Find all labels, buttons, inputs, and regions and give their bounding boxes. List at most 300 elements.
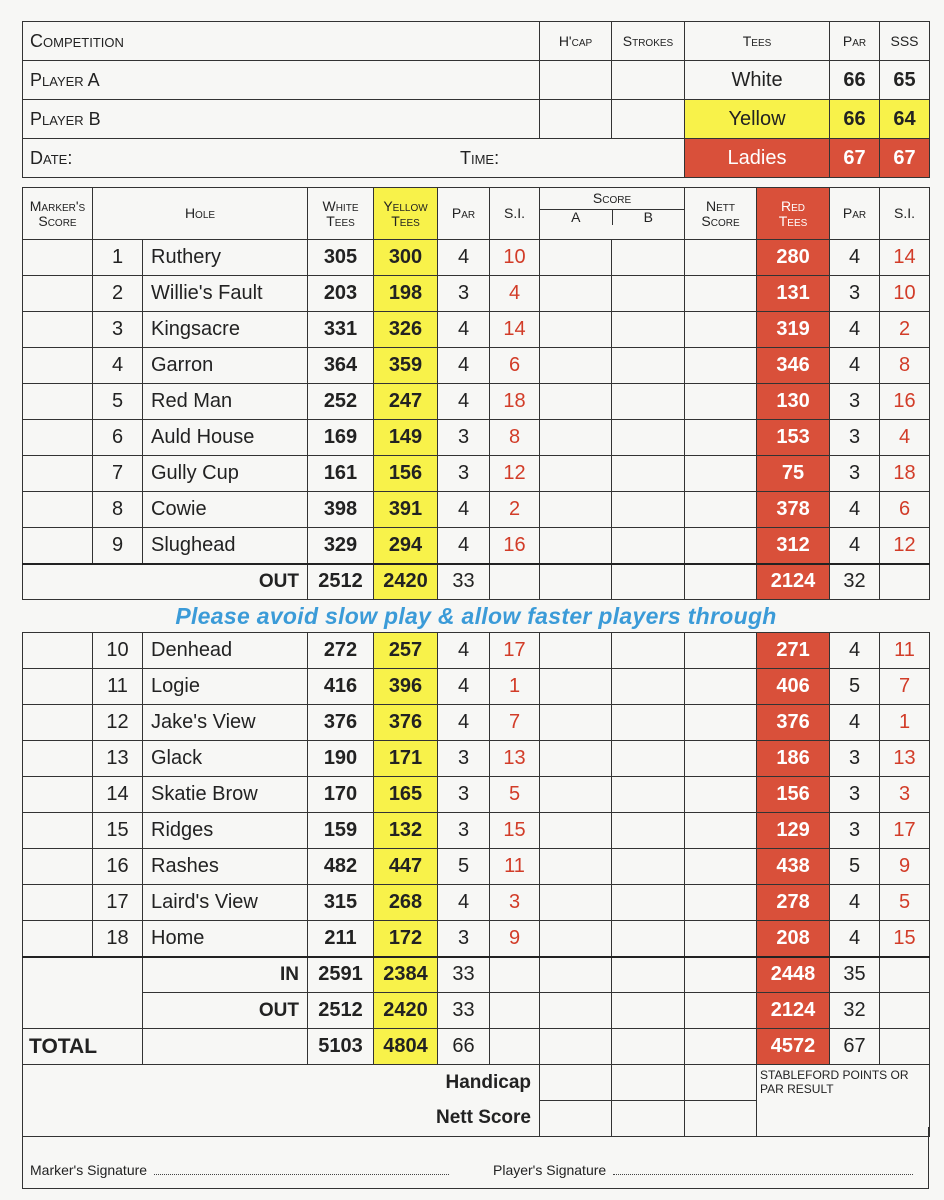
red-yardage: 319: [757, 312, 830, 348]
hole-si: 1: [490, 669, 540, 705]
red-si: 12: [880, 528, 930, 564]
nett-score-cell[interactable]: [685, 384, 757, 420]
tee-ladies-par: 67: [830, 139, 880, 178]
red-yardage: 156: [757, 777, 830, 813]
tee-yellow-name: Yellow: [685, 100, 830, 139]
score-b-cell[interactable]: [612, 633, 685, 669]
score-a-cell[interactable]: [540, 921, 612, 957]
banner-row: [23, 600, 930, 633]
white-yardage: 364: [308, 348, 374, 384]
red-yardage: 130: [757, 384, 830, 420]
hole-par: 3: [438, 813, 490, 849]
handicap-nett[interactable]: [685, 1065, 757, 1101]
hole-si: 11: [490, 849, 540, 885]
out-red-total: 2124: [757, 564, 830, 600]
red-si: 9: [880, 849, 930, 885]
hole-number: 16: [93, 849, 143, 885]
red-yardage: 280: [757, 240, 830, 276]
scorecard-table: [22, 187, 930, 1137]
out2-label: OUT: [143, 993, 308, 1029]
markers-score-cell[interactable]: [23, 921, 93, 957]
header-row: [23, 22, 930, 61]
player-signature-line[interactable]: [493, 1162, 923, 1178]
score-a-cell[interactable]: [540, 420, 612, 456]
signature-box: [22, 1127, 929, 1189]
player-b-field[interactable]: Player B: [23, 100, 540, 139]
red-si: 17: [880, 813, 930, 849]
hole-par: 5: [438, 849, 490, 885]
yellow-yardage: 391: [374, 492, 438, 528]
red-yardage: 376: [757, 705, 830, 741]
out-front-row: [23, 564, 930, 600]
yellow-yardage: 447: [374, 849, 438, 885]
nett-score-cell[interactable]: [685, 705, 757, 741]
out2-score-a[interactable]: [540, 993, 612, 1029]
white-yardage: 169: [308, 420, 374, 456]
score-a-cell[interactable]: [540, 276, 612, 312]
score-a-cell[interactable]: [540, 240, 612, 276]
hole-number: 9: [93, 528, 143, 564]
hole-si: 7: [490, 705, 540, 741]
red-si: 7: [880, 669, 930, 705]
red-par: 3: [830, 420, 880, 456]
markers-score-cell[interactable]: [23, 456, 93, 492]
out2-white-total: 2512: [308, 993, 374, 1029]
hole-si: 18: [490, 384, 540, 420]
nett-score-cell[interactable]: [685, 528, 757, 564]
nett-score-cell[interactable]: [685, 849, 757, 885]
markers-score-cell[interactable]: [23, 777, 93, 813]
date-label: Date:: [30, 147, 73, 168]
white-yardage: 170: [308, 777, 374, 813]
marker-signature-line[interactable]: [30, 1162, 460, 1178]
yellow-yardage: 247: [374, 384, 438, 420]
hole-number: 10: [93, 633, 143, 669]
red-si: 4: [880, 420, 930, 456]
red-yardage: 131: [757, 276, 830, 312]
red-si-header: S.I.: [880, 188, 930, 240]
red-si: 1: [880, 705, 930, 741]
score-header: Score A B: [540, 188, 685, 240]
score-b-cell[interactable]: [612, 240, 685, 276]
white-yardage: 416: [308, 669, 374, 705]
red-par: 3: [830, 456, 880, 492]
markers-score-cell[interactable]: [23, 813, 93, 849]
score-a-header: A: [540, 210, 613, 225]
score-a-cell[interactable]: [540, 528, 612, 564]
red-par: 4: [830, 240, 880, 276]
hole-par: 4: [438, 633, 490, 669]
hole-par: 3: [438, 420, 490, 456]
red-par: 4: [830, 885, 880, 921]
score-b-cell[interactable]: [612, 705, 685, 741]
out-yellow-total: 2420: [374, 564, 438, 600]
hole-si: 8: [490, 420, 540, 456]
nett-score-cell[interactable]: [685, 777, 757, 813]
handicap-label: Handicap: [23, 1065, 540, 1101]
red-yardage: 346: [757, 348, 830, 384]
tee-white-name: White: [685, 61, 830, 100]
hole-number: 12: [93, 705, 143, 741]
in-label: IN: [143, 957, 308, 993]
red-tees-header: Red Tees: [757, 188, 830, 240]
player-a-field[interactable]: Player A: [23, 61, 540, 100]
nett-score-cell[interactable]: [685, 420, 757, 456]
time-label: Time:: [460, 148, 500, 168]
nett-score-cell[interactable]: [685, 492, 757, 528]
in-yellow-total: 2384: [374, 957, 438, 993]
nett-score-cell[interactable]: [685, 456, 757, 492]
markers-score-cell[interactable]: [23, 240, 93, 276]
out2-red-total: 2124: [757, 993, 830, 1029]
markers-score-cell[interactable]: [23, 669, 93, 705]
yellow-yardage: 268: [374, 885, 438, 921]
yellow-yardage: 165: [374, 777, 438, 813]
yellow-yardage: 294: [374, 528, 438, 564]
markers-score-cell[interactable]: [23, 633, 93, 669]
hole-name: Glack: [143, 741, 308, 777]
markers-score-cell[interactable]: [23, 348, 93, 384]
handicap-score-a[interactable]: [540, 1065, 612, 1101]
out2-score-b[interactable]: [612, 993, 685, 1029]
score-b-cell[interactable]: [612, 384, 685, 420]
hole-row: [23, 384, 930, 420]
hole-name: Auld House: [143, 420, 308, 456]
hole-par: 4: [438, 492, 490, 528]
hole-si: 4: [490, 276, 540, 312]
score-a-cell[interactable]: [540, 456, 612, 492]
hole-par: 3: [438, 921, 490, 957]
red-si: 11: [880, 633, 930, 669]
in-white-total: 2591: [308, 957, 374, 993]
red-si: 10: [880, 276, 930, 312]
white-yardage: 161: [308, 456, 374, 492]
score-b-cell[interactable]: [612, 492, 685, 528]
total-par: 66: [438, 1029, 490, 1065]
white-yardage: 305: [308, 240, 374, 276]
si-header: S.I.: [490, 188, 540, 240]
hole-number: 1: [93, 240, 143, 276]
score-a-cell[interactable]: [540, 849, 612, 885]
red-yardage: 278: [757, 885, 830, 921]
tee-yellow-sss: 64: [880, 100, 930, 139]
score-b-cell[interactable]: [612, 849, 685, 885]
yellow-yardage: 396: [374, 669, 438, 705]
score-a-cell[interactable]: [540, 777, 612, 813]
nett-score-cell[interactable]: [685, 312, 757, 348]
hole-row: [23, 528, 930, 564]
score-a-cell[interactable]: [540, 633, 612, 669]
in-par-total: 33: [438, 957, 490, 993]
red-yardage: 129: [757, 813, 830, 849]
score-b-cell[interactable]: [612, 348, 685, 384]
red-yardage: 378: [757, 492, 830, 528]
total-row: [23, 1029, 930, 1065]
white-yardage: 376: [308, 705, 374, 741]
markers-score-cell[interactable]: [23, 849, 93, 885]
yellow-yardage: 300: [374, 240, 438, 276]
nett-score-cell[interactable]: [685, 240, 757, 276]
markers-score-cell[interactable]: [23, 741, 93, 777]
red-yardage: 186: [757, 741, 830, 777]
slow-play-banner: Please avoid slow play & allow faster players through: [23, 600, 930, 633]
total-label: TOTAL: [23, 1029, 143, 1065]
yellow-yardage: 198: [374, 276, 438, 312]
red-yardage: 271: [757, 633, 830, 669]
in-score-a[interactable]: [540, 957, 612, 993]
hole-name: Willie's Fault: [143, 276, 308, 312]
player-signature-label: Player's Signature: [493, 1162, 607, 1178]
nett-score-cell[interactable]: [685, 633, 757, 669]
hole-row: [23, 813, 930, 849]
tee-white-par: 66: [830, 61, 880, 100]
white-yardage: 190: [308, 741, 374, 777]
red-par: 5: [830, 849, 880, 885]
markers-score-cell[interactable]: [23, 420, 93, 456]
score-b-cell[interactable]: [612, 312, 685, 348]
red-par: 3: [830, 384, 880, 420]
competition-field[interactable]: Competition: [23, 22, 540, 61]
out-score-b[interactable]: [612, 564, 685, 600]
date-row: [23, 139, 930, 178]
hole-row: [23, 348, 930, 384]
hole-number: 8: [93, 492, 143, 528]
out-back-row: [23, 993, 930, 1029]
player-a-hcap[interactable]: [540, 61, 612, 100]
hole-number: 17: [93, 885, 143, 921]
red-si: 8: [880, 348, 930, 384]
nett-score-cell[interactable]: [685, 741, 757, 777]
hole-name: Home: [143, 921, 308, 957]
hole-name: Rashes: [143, 849, 308, 885]
handicap-row: [23, 1065, 930, 1101]
red-yardage: 438: [757, 849, 830, 885]
score-a-cell[interactable]: [540, 705, 612, 741]
score-b-cell[interactable]: [612, 813, 685, 849]
score-a-cell[interactable]: [540, 741, 612, 777]
hole-row: [23, 849, 930, 885]
score-b-cell[interactable]: [612, 456, 685, 492]
score-a-cell[interactable]: [540, 492, 612, 528]
player-b-row: [23, 100, 930, 139]
red-yardage: 153: [757, 420, 830, 456]
hole-name: Ridges: [143, 813, 308, 849]
hole-number: 5: [93, 384, 143, 420]
score-a-cell[interactable]: [540, 885, 612, 921]
nett-score-cell[interactable]: [685, 813, 757, 849]
total-yellow: 4804: [374, 1029, 438, 1065]
yellow-tees-header: Yellow Tees: [374, 188, 438, 240]
hole-par: 4: [438, 384, 490, 420]
out-score-a[interactable]: [540, 564, 612, 600]
score-a-cell[interactable]: [540, 813, 612, 849]
score-a-cell[interactable]: [540, 384, 612, 420]
score-b-cell[interactable]: [612, 921, 685, 957]
in-score-b[interactable]: [612, 957, 685, 993]
out-nett[interactable]: [685, 564, 757, 600]
hole-row: [23, 633, 930, 669]
hole-row: [23, 276, 930, 312]
white-yardage: 482: [308, 849, 374, 885]
hole-si: 3: [490, 885, 540, 921]
red-par: 4: [830, 921, 880, 957]
nett-score-header: Nett Score: [685, 188, 757, 240]
yellow-yardage: 156: [374, 456, 438, 492]
white-yardage: 203: [308, 276, 374, 312]
hole-row: [23, 456, 930, 492]
score-b-cell[interactable]: [612, 777, 685, 813]
out-par-total: 33: [438, 564, 490, 600]
total-red-par: 67: [830, 1029, 880, 1065]
player-b-strokes[interactable]: [612, 100, 685, 139]
out2-par-total: 33: [438, 993, 490, 1029]
red-par-header: Par: [830, 188, 880, 240]
total-red: 4572: [757, 1029, 830, 1065]
hole-par: 4: [438, 312, 490, 348]
hole-name: Garron: [143, 348, 308, 384]
tees-header: Tees: [685, 22, 830, 61]
hole-name: Gully Cup: [143, 456, 308, 492]
markers-score-cell[interactable]: [23, 885, 93, 921]
white-yardage: 159: [308, 813, 374, 849]
in-row: [23, 957, 930, 993]
hole-si: 14: [490, 312, 540, 348]
hole-row: [23, 741, 930, 777]
markers-score-cell[interactable]: [23, 276, 93, 312]
tee-yellow-par: 66: [830, 100, 880, 139]
in-red-total: 2448: [757, 957, 830, 993]
red-yardage: 312: [757, 528, 830, 564]
hole-number: 6: [93, 420, 143, 456]
tee-ladies-name: Ladies: [685, 139, 830, 178]
score-b-cell[interactable]: [612, 420, 685, 456]
total-nett[interactable]: [685, 1029, 757, 1065]
total-score-a[interactable]: [540, 1029, 612, 1065]
yellow-yardage: 257: [374, 633, 438, 669]
score-a-cell[interactable]: [540, 669, 612, 705]
red-yardage: 406: [757, 669, 830, 705]
out2-nett[interactable]: [685, 993, 757, 1029]
red-si: 2: [880, 312, 930, 348]
par-header: Par: [830, 22, 880, 61]
yellow-yardage: 132: [374, 813, 438, 849]
white-yardage: 272: [308, 633, 374, 669]
hole-si: 9: [490, 921, 540, 957]
score-b-cell[interactable]: [612, 885, 685, 921]
hole-number: 7: [93, 456, 143, 492]
hole-par: 4: [438, 705, 490, 741]
markers-score-cell[interactable]: [23, 312, 93, 348]
hole-si: 5: [490, 777, 540, 813]
hole-row: [23, 669, 930, 705]
white-yardage: 252: [308, 384, 374, 420]
red-par: 4: [830, 312, 880, 348]
nett-score-cell[interactable]: [685, 921, 757, 957]
hole-si: 17: [490, 633, 540, 669]
hole-row: [23, 492, 930, 528]
score-b-cell[interactable]: [612, 528, 685, 564]
white-yardage: 211: [308, 921, 374, 957]
score-a-cell[interactable]: [540, 312, 612, 348]
nett-score-cell[interactable]: [685, 669, 757, 705]
markers-score-cell[interactable]: [23, 492, 93, 528]
player-details-table: [22, 21, 930, 178]
total-score-b[interactable]: [612, 1029, 685, 1065]
tee-white-sss: 65: [880, 61, 930, 100]
markers-score-header: Marker's Score: [23, 188, 93, 240]
red-si: 16: [880, 384, 930, 420]
score-b-cell[interactable]: [612, 276, 685, 312]
hole-row: [23, 240, 930, 276]
hole-par: 3: [438, 741, 490, 777]
total-white: 5103: [308, 1029, 374, 1065]
markers-score-cell[interactable]: [23, 705, 93, 741]
hole-name: Kingsacre: [143, 312, 308, 348]
hole-number: 13: [93, 741, 143, 777]
tee-ladies-sss: 67: [880, 139, 930, 178]
red-par: 4: [830, 705, 880, 741]
hole-name: Jake's View: [143, 705, 308, 741]
white-yardage: 329: [308, 528, 374, 564]
hole-par: 3: [438, 777, 490, 813]
markers-score-cell[interactable]: [23, 528, 93, 564]
player-a-row: [23, 61, 930, 100]
hole-name: Slughead: [143, 528, 308, 564]
yellow-yardage: 359: [374, 348, 438, 384]
hcap-header: H'cap: [540, 22, 612, 61]
score-b-cell[interactable]: [612, 669, 685, 705]
red-si: 3: [880, 777, 930, 813]
date-time-field[interactable]: [23, 139, 685, 178]
hole-number: 15: [93, 813, 143, 849]
sss-header: SSS: [880, 22, 930, 61]
nett-score-cell[interactable]: [685, 885, 757, 921]
score-b-cell[interactable]: [612, 741, 685, 777]
column-header-row: [23, 188, 930, 240]
nett-score-cell[interactable]: [685, 276, 757, 312]
hole-si: 15: [490, 813, 540, 849]
hole-name: Denhead: [143, 633, 308, 669]
hole-number: 14: [93, 777, 143, 813]
yellow-yardage: 171: [374, 741, 438, 777]
player-b-hcap[interactable]: [540, 100, 612, 139]
hole-par: 4: [438, 885, 490, 921]
hole-name: Logie: [143, 669, 308, 705]
hole-number: 11: [93, 669, 143, 705]
handicap-score-b[interactable]: [612, 1065, 685, 1101]
nett-score-cell[interactable]: [685, 348, 757, 384]
out-red-par-total: 32: [830, 564, 880, 600]
marker-signature-label: Marker's Signature: [30, 1162, 148, 1178]
red-par: 3: [830, 813, 880, 849]
nett-score-label: Nett Score: [23, 1101, 540, 1137]
hole-name: Laird's View: [143, 885, 308, 921]
yellow-yardage: 149: [374, 420, 438, 456]
hole-row: [23, 312, 930, 348]
score-a-cell[interactable]: [540, 348, 612, 384]
hole-par: 4: [438, 240, 490, 276]
in-nett[interactable]: [685, 957, 757, 993]
red-si: 5: [880, 885, 930, 921]
white-yardage: 315: [308, 885, 374, 921]
hole-row: [23, 777, 930, 813]
markers-score-cell[interactable]: [23, 384, 93, 420]
player-a-strokes[interactable]: [612, 61, 685, 100]
red-par: 4: [830, 633, 880, 669]
hole-number: 4: [93, 348, 143, 384]
hole-par: 3: [438, 456, 490, 492]
hole-par: 3: [438, 276, 490, 312]
